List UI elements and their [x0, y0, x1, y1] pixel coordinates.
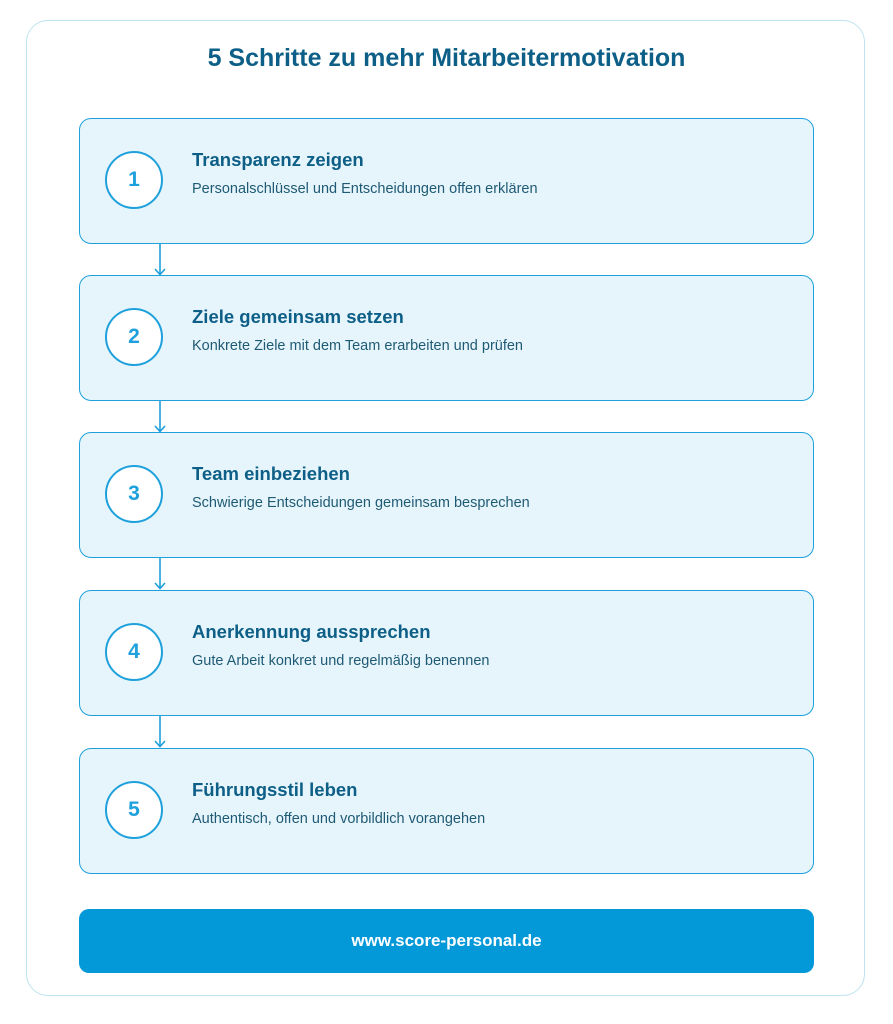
arrow-down-icon: [150, 716, 170, 748]
step-title: Transparenz zeigen: [192, 149, 364, 170]
step-description: Konkrete Ziele mit dem Team erarbeiten und prüfen: [192, 338, 523, 354]
step-number-badge: 1: [105, 151, 163, 209]
step-description: Personalschlüssel und Entscheidungen offen erklären: [192, 181, 538, 197]
step-number-badge: 5: [105, 781, 163, 839]
website-link-button[interactable]: www.score-personal.de: [79, 909, 814, 973]
arrow-down-icon: [150, 244, 170, 276]
step-description: Gute Arbeit konkret und regelmäßig benennen: [192, 653, 490, 669]
step-card-3: [79, 432, 814, 558]
step-title: Ziele gemeinsam setzen: [192, 306, 404, 327]
step-card-5: [79, 748, 814, 874]
step-card-2: [79, 275, 814, 401]
step-description: Schwierige Entscheidungen gemeinsam besprechen: [192, 495, 530, 511]
step-number-badge: 2: [105, 308, 163, 366]
page-title: 5 Schritte zu mehr Mitarbeitermotivation: [207, 44, 686, 72]
step-title: Team einbeziehen: [192, 463, 350, 484]
step-title: Anerkennung aussprechen: [192, 621, 431, 642]
arrow-down-icon: [150, 558, 170, 590]
step-number-badge: 3: [105, 465, 163, 523]
step-card-4: [79, 590, 814, 716]
arrow-down-icon: [150, 401, 170, 433]
step-description: Authentisch, offen und vorbildlich vorangehen: [192, 811, 486, 827]
step-title: Führungsstil leben: [192, 779, 358, 800]
step-card-1: [79, 118, 814, 244]
step-number-badge: 4: [105, 623, 163, 681]
